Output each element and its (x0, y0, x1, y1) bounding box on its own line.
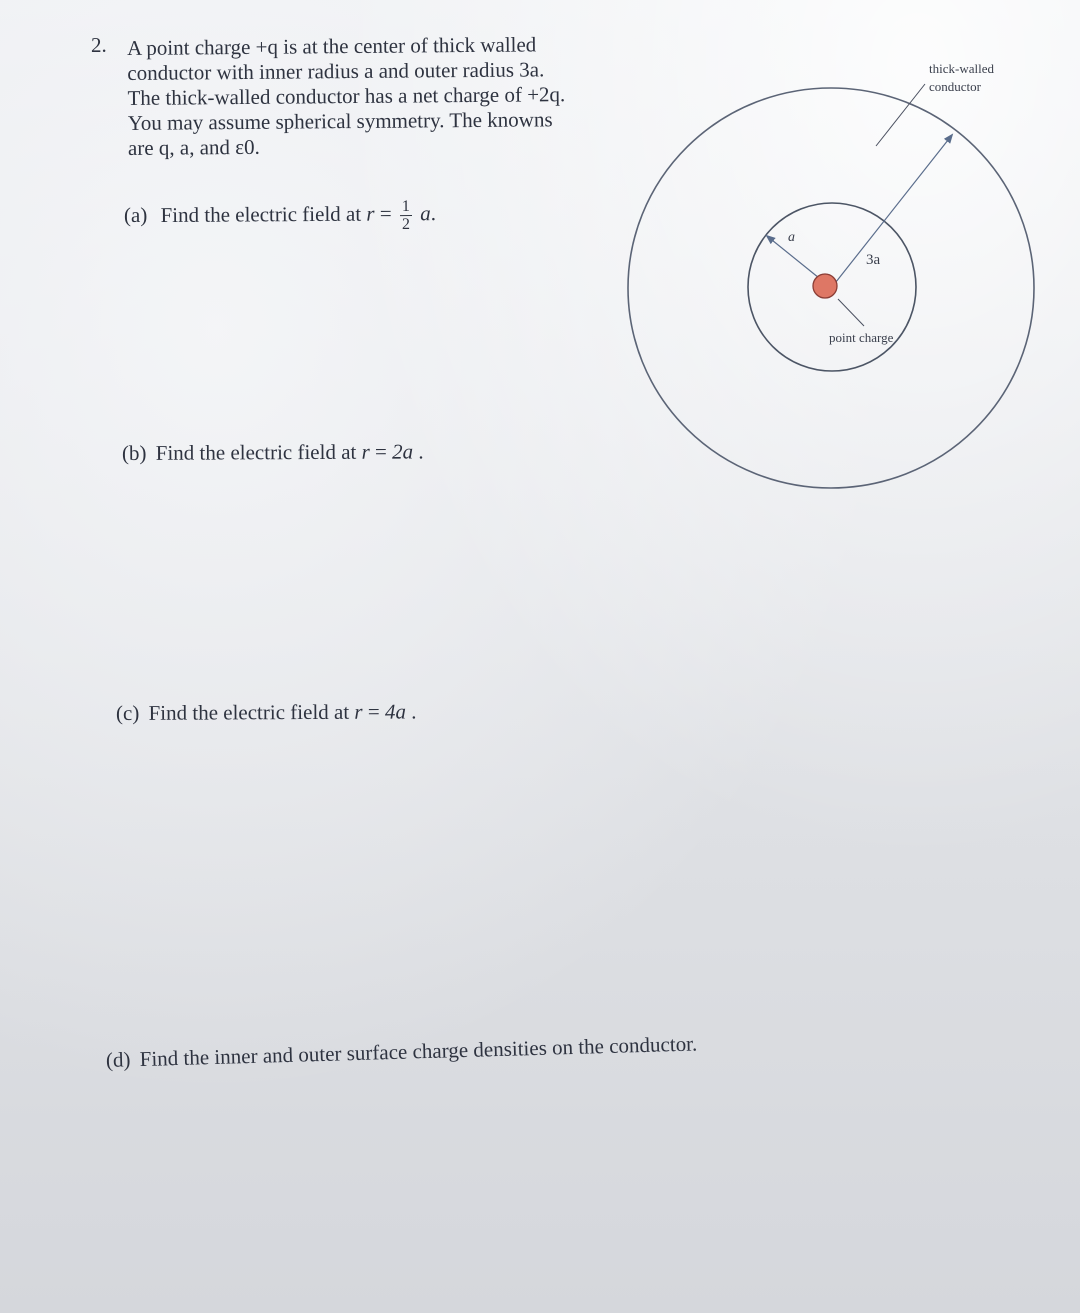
question-d-label: (d) (105, 1047, 131, 1072)
question-c-var: r (354, 699, 363, 724)
problem-line-4: You may assume spherical symmetry. The knowns (127, 107, 553, 135)
conductor-label-line-1: thick-walled (929, 61, 994, 76)
question-d-text: Find the inner and outer surface charge densities on the conductor. (139, 1031, 698, 1072)
question-a-text: Find the electric field at (160, 201, 362, 228)
question-b-var: r (361, 439, 370, 464)
point-charge-dot (813, 274, 837, 298)
conductor-leader-line (876, 84, 925, 146)
question-b-end: . (418, 439, 424, 464)
problem-line-2: conductor with inner radius a and outer radius 3a. (127, 57, 545, 85)
question-a-frac-den: 2 (401, 216, 411, 234)
inner-radius-arrow (767, 236, 824, 282)
question-c-text: Find the electric field at (148, 699, 350, 725)
question-b-eq: = (374, 439, 387, 464)
problem-line-1: A point charge +q is at the center of thick walled (127, 32, 537, 60)
question-a-var: r (366, 201, 375, 226)
question-b-text: Find the electric field at (155, 439, 357, 465)
question-c-end: . (411, 699, 417, 724)
charge-leader-line (838, 299, 864, 326)
question-c-value: 4a (384, 699, 406, 724)
problem-line-5: are q, a, and ε0. (127, 134, 260, 160)
question-a-eq: = (379, 201, 392, 226)
question-c-eq: = (367, 699, 380, 724)
question-a-frac-num: 1 (400, 198, 412, 216)
question-c-label: (c) (115, 700, 140, 725)
question-b-value: 2a (392, 439, 414, 464)
problem-line-3: The thick-walled conductor has a net charge of +2q. (127, 82, 566, 110)
conductor-label-line-2: conductor (929, 79, 981, 94)
question-a-end: . (430, 201, 436, 226)
outer-radius-arrow (832, 135, 952, 287)
question-a-tail: a (420, 201, 431, 226)
question-a-label: (a) (123, 203, 148, 228)
point-charge-label: point charge (829, 330, 894, 345)
question-b-label: (b) (121, 440, 147, 465)
inner-radius-label: a (788, 230, 795, 245)
outer-radius-label: 3a (866, 252, 881, 268)
problem-number: 2. (91, 33, 107, 57)
